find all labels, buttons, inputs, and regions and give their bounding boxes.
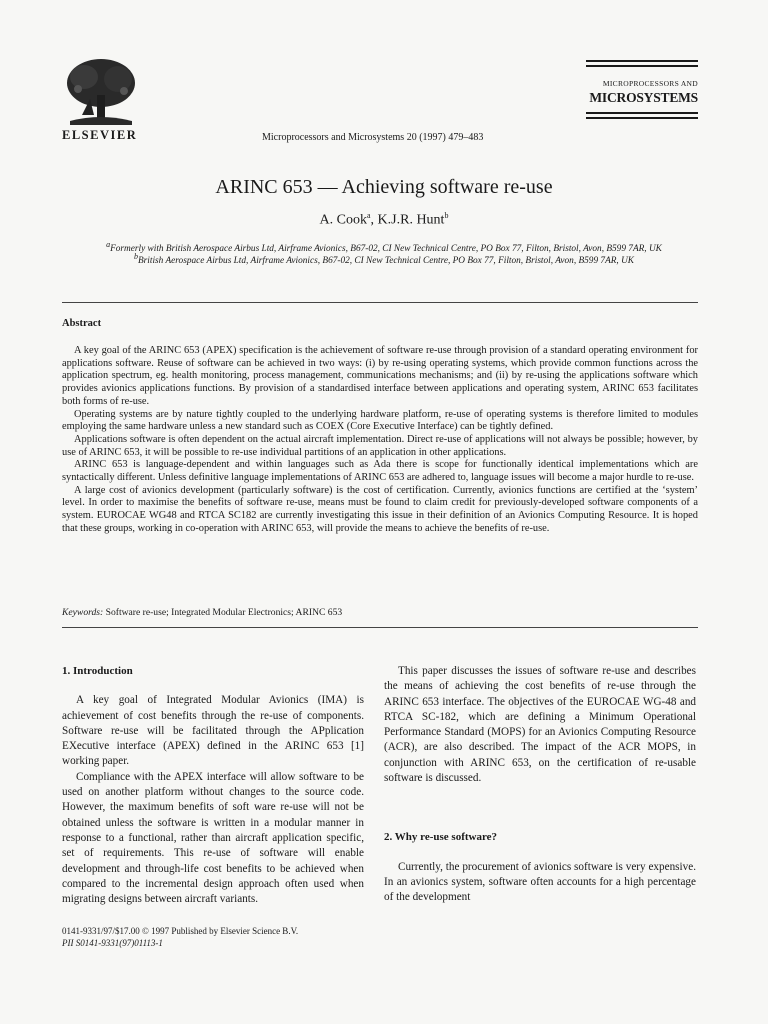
masthead-rule <box>586 117 698 119</box>
author-separator: , <box>370 212 378 228</box>
left-column <box>62 664 364 907</box>
affiliation-text: Formerly with British Aerospace Airbus Ltd, Airframe Avionics, B67-02, CI New Technical Centre, PO Box 77, Filton, Bristol, Avon, B599 7AR, UK <box>110 244 662 255</box>
abstract-paragraph: Applications software is often dependent on the actual aircraft implementation. Direct re-use of applications will not always be possible; however, by use of ARINC 653, it will be possible to re-use individual partitions of an application in other applications. <box>62 433 698 458</box>
divider <box>62 627 698 628</box>
keywords-list: Software re-use; Integrated Modular Electronics; ARINC 653 <box>103 607 343 618</box>
abstract-paragraph: A large cost of avionics development (particularly software) is the cost of certification. Currently, avionics functions are certified at the ‘system’ level. In order to maximise the benefits of software re-use, means must be found to claim credit for previously-developed software components of a system. EUROCAE WG48 and RTCA SC182 are currently investigating this issue in their definition of an Avionics Computing Resource. It is hoped that these groups, working in co-operation with ARINC 653, will provide the means to achieve the benefits of re-use. <box>62 484 698 534</box>
body-paragraph: Currently, the procurement of avionics software is very expensive. In an avionics system, software often accounts for a high percentage of the development <box>384 860 696 904</box>
publisher-name: ELSEVIER <box>62 128 138 142</box>
abstract-paragraph: Operating systems are by nature tightly coupled to the underlying hardware platform, re-use of operating systems is therefore limited to modules employing the same hardware unless a new standard such as COEX (Core Executive Interface) can be tightly defined. <box>62 408 698 433</box>
divider <box>62 302 698 303</box>
affiliation-text: British Aerospace Airbus Ltd, Airframe Avionics, B67-02, CI New Technical Centre, PO Box 77, Filton, Bristol, Avon, B599 7AR, UK <box>138 256 634 267</box>
body-paragraph: Compliance with the APEX interface will allow software to be used on another platform without changes to the source code. However, the maximum benefits of soft ware re-use will not be obtained unless the software is written in a modular manner in response to a functional, rather than aircraft application specific, set of requirements. This re-use of software will enable development and through-life cost benefits to be achieved when compared to the incremental design approach often used when migrating designs between aircraft variants. <box>62 770 364 906</box>
abstract-body <box>62 345 698 536</box>
abstract-paragraph: ARINC 653 is language-dependent and within languages such as Ada there is scope for functionally identical implementations which are syntactically different. Unless definitive language implementations of ARINC 653 are adhered to, language issues will become a major hurdle to re-use. <box>62 459 698 484</box>
masthead-rule <box>586 112 698 114</box>
journal-name-small: MICROPROCESSORS AND <box>602 79 698 88</box>
keywords <box>62 607 342 618</box>
elsevier-tree-logo <box>60 55 142 135</box>
affiliation-marker: a <box>366 211 371 220</box>
abstract-heading: Abstract <box>62 318 102 329</box>
right-column <box>384 664 696 906</box>
body-paragraph: This paper discusses the issues of software re-use and describes the means of achieving the cost benefits of re-use through the ARINC 653 interface. The objectives of the EUROCAE WG-48 and RTCA SC-182, which are defining a Minimum Operational Performance Standard (MOPS) for an Avionics Computing Resource (ACR), are also described. The impact of the ACR MOPS, in conjunction with ARINC 653, on the certification of re-usable software is discussed. <box>384 665 696 785</box>
copyright-line: 0141-9331/97/$17.00 © 1997 Published by Elsevier Science B.V. <box>62 926 299 936</box>
affiliation-marker: b <box>134 252 138 261</box>
affiliation-marker: b <box>444 211 449 220</box>
affiliation-marker: a <box>106 240 111 249</box>
copyright-footer <box>62 925 298 949</box>
journal-citation: Microprocessors and Microsystems 20 (1997) 479–483 <box>262 132 484 143</box>
journal-name: MICROSYSTEMS <box>589 90 698 105</box>
author-name: K.J.R. Hunt <box>377 212 445 228</box>
author-line <box>0 211 768 229</box>
spacer <box>384 786 696 830</box>
section-heading: 1. Introduction <box>62 665 133 677</box>
keywords-label: Keywords: <box>62 607 104 618</box>
section-heading: 2. Why re-use software? <box>384 831 498 844</box>
journal-masthead <box>586 60 698 122</box>
body-paragraph: A key goal of Integrated Modular Avionics (IMA) is achievement of cost benefits through the re-use of components. Software re-use will be facilitated through the APplication EXecutive interface (APEX) defined in the ARINC 653 [1] working paper. <box>62 694 364 768</box>
abstract-paragraph: A key goal of the ARINC 653 (APEX) specification is the achievement of software re-use through provision of a standard operating environment for applications software. Reuse of software can be achieved in two ways: (i) by re-using operating systems, which provide common functions across the application spectrum, eg. health monitoring, process management, communications mechanisms; and (ii) by re-using the applications software which provides avionics applications functions. By provision of a standardised interface between applications and operating system, ARINC 653 facilitates both forms of re-use. <box>62 345 698 407</box>
author-name: A. Cook <box>319 212 367 228</box>
masthead-rule <box>586 65 698 67</box>
article-title: ARINC 653 — Achieving software re-use <box>215 176 553 198</box>
pii-line: PII S0141-9331(97)01113-1 <box>62 938 163 948</box>
affiliation <box>20 252 748 266</box>
masthead-rule <box>586 60 698 62</box>
